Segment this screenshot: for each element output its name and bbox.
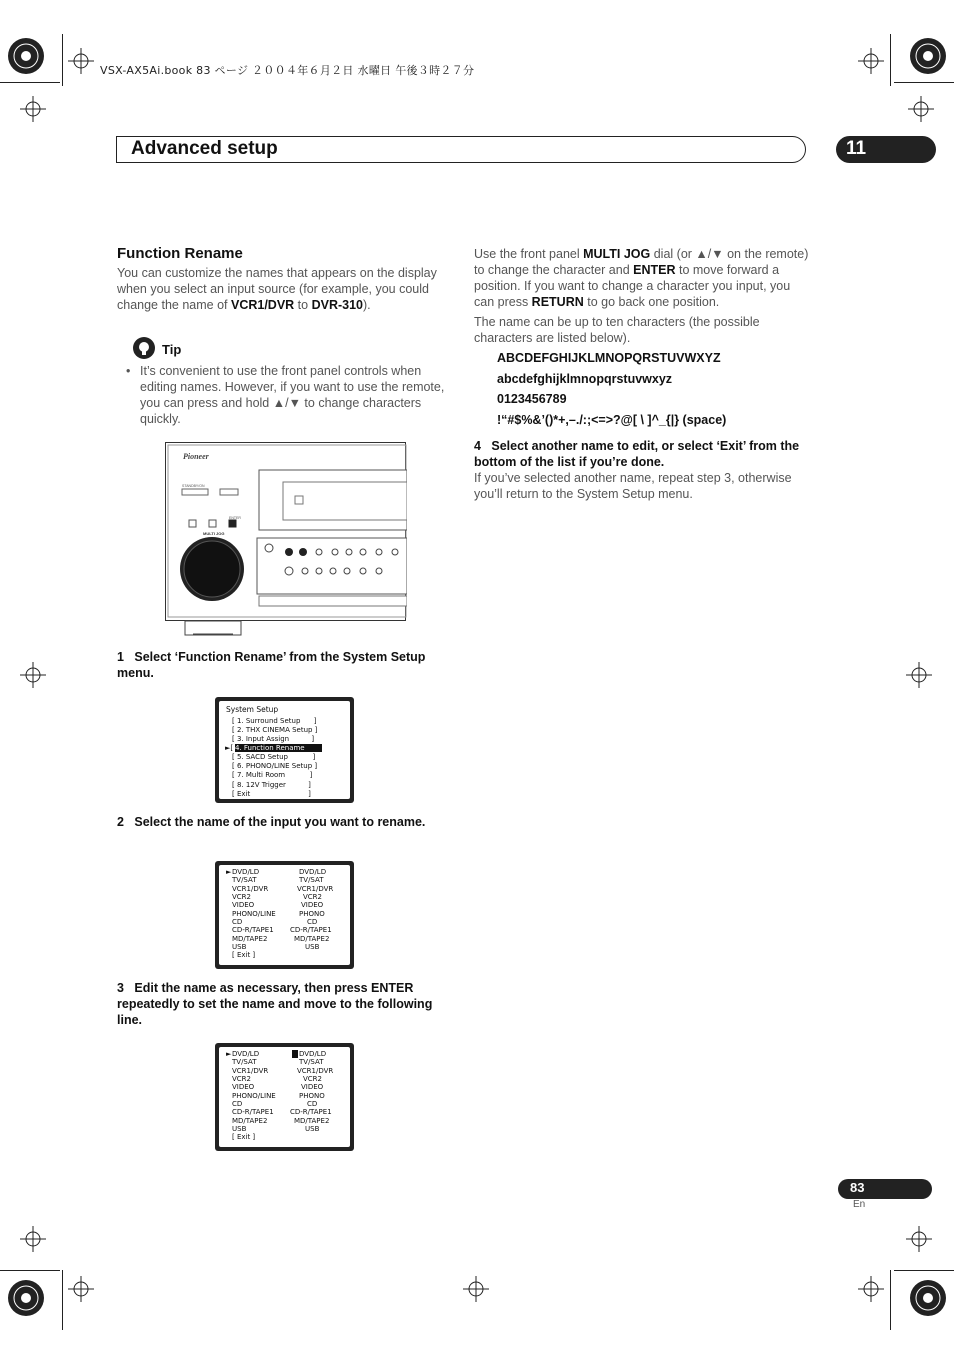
- crop-mark: [894, 1270, 954, 1271]
- language-label: En: [853, 1199, 866, 1210]
- registration-target-icon: [908, 1278, 948, 1318]
- step-number: 4: [474, 439, 481, 453]
- osd-exit[interactable]: [ Exit ]: [232, 951, 256, 959]
- section-title: Function Rename: [117, 245, 243, 262]
- step-4-note: If you’ve selected another name, repeat step 3, otherwise you’ll return to the System Setup menu.: [474, 471, 792, 501]
- intro-text: ).: [363, 298, 371, 312]
- crosshair-icon: [68, 1276, 94, 1302]
- crosshair-icon: [463, 1276, 489, 1302]
- osd-title: System Setup: [226, 705, 279, 714]
- char-set-symbols: !“#$%&’()*+,–./:;<=>?@[ \ ]^_{|} (space): [497, 413, 727, 427]
- registration-target-icon: [6, 36, 46, 76]
- osd-input-rename: CD: [307, 918, 318, 926]
- osd-pointer: ►[: [225, 744, 234, 752]
- body-text: Use the front panel: [474, 247, 584, 261]
- osd-pointer: ►: [226, 1050, 232, 1058]
- osd-input-rename: VIDEO: [301, 901, 324, 909]
- osd-input-rename: MD/TAPE2: [294, 935, 330, 943]
- step-text: Edit the name as necessary, then press ENTER repeatedly to set the name and move to the following line.: [117, 981, 433, 1027]
- registration-target-icon: [908, 36, 948, 76]
- step-1: [117, 649, 452, 681]
- osd-input-name[interactable]: DVD/LD: [232, 1050, 260, 1058]
- osd-input-rename: VCR1/DVR: [297, 885, 334, 893]
- tip-label: Tip: [162, 342, 182, 357]
- crop-mark: [890, 1270, 891, 1330]
- osd-input-name[interactable]: PHONO/LINE: [232, 1092, 276, 1100]
- osd-menu-item[interactable]: [ 7. Multi Room ]: [232, 771, 313, 779]
- body-text: dial (or ▲/▼ on the remote) to change the character and: [474, 247, 809, 277]
- body-text: to move forward a position. If you want to change a character you input, you can press: [474, 263, 791, 309]
- crosshair-icon: [20, 662, 46, 688]
- osd-input-name[interactable]: DVD/LD: [232, 868, 260, 876]
- osd-input-rename: USB: [305, 1125, 320, 1133]
- osd-rename-edit-screen: [215, 1043, 354, 1151]
- length-note: The name can be up to ten characters (the possible characters are listed below).: [474, 315, 760, 345]
- crosshair-icon: [906, 1226, 932, 1252]
- edit-cursor: [292, 1050, 298, 1058]
- osd-system-setup-screen: [215, 697, 354, 803]
- crop-mark: [62, 34, 63, 86]
- crosshair-icon: [68, 48, 94, 74]
- osd-input-rename: TV/SAT: [299, 1058, 324, 1066]
- step-text: Select ‘Function Rename’ from the System Setup menu.: [117, 650, 426, 680]
- body-strong: ENTER: [633, 263, 676, 277]
- osd-input-name[interactable]: CD-R/TAPE1: [232, 1108, 274, 1116]
- osd-menu-item[interactable]: [ 6. PHONO/LINE Setup ]: [232, 762, 318, 770]
- osd-exit[interactable]: [ Exit ]: [232, 1133, 256, 1141]
- multi-jog-label: MULTI JOG: [203, 531, 225, 536]
- osd-input-name[interactable]: PHONO/LINE: [232, 910, 276, 918]
- step-text: Select the name of the input you want to rename.: [134, 815, 426, 829]
- intro-paragraph: [117, 265, 452, 313]
- osd-input-rename: CD-R/TAPE1: [290, 926, 332, 934]
- crosshair-icon: [858, 1276, 884, 1302]
- char-set-lowercase: abcdefghijklmnopqrstuvwxyz: [497, 372, 673, 386]
- step-number: 1: [117, 650, 124, 664]
- tip-bullet: •: [126, 364, 131, 378]
- osd-input-rename: CD: [307, 1100, 318, 1108]
- osd-input-list-screen: [215, 861, 354, 969]
- chapter-number: 11: [846, 138, 867, 159]
- osd-input-name[interactable]: CD: [232, 1100, 243, 1108]
- osd-input-name[interactable]: VCR2: [232, 893, 251, 901]
- osd-input-rename: CD-R/TAPE1: [290, 1108, 332, 1116]
- print-header: VSX-AX5Ai.book 83 ページ ２００４年６月２日 水曜日 午後３時２７分: [100, 64, 475, 77]
- receiver-front-panel-illustration: [165, 442, 407, 638]
- char-set-digits: 0123456789: [497, 392, 567, 406]
- osd-menu-item-selected[interactable]: 4. Function Rename: [235, 744, 322, 752]
- osd-input-rename: VCR2: [303, 1075, 322, 1083]
- osd-input-name[interactable]: TV/SAT: [232, 1058, 257, 1066]
- osd-input-name[interactable]: VIDEO: [232, 901, 255, 909]
- page-number: 83: [850, 1180, 865, 1195]
- osd-menu-item[interactable]: [ 5. SACD Setup ]: [232, 753, 316, 761]
- osd-input-rename: DVD/LD: [299, 868, 327, 876]
- crosshair-icon: [20, 96, 46, 122]
- chapter-banner: [116, 136, 806, 163]
- osd-input-name[interactable]: VCR1/DVR: [232, 885, 269, 893]
- step-2: [117, 814, 452, 830]
- osd-input-name[interactable]: CD-R/TAPE1: [232, 926, 274, 934]
- lightbulb-icon: [132, 336, 156, 360]
- osd-menu-item[interactable]: [ Exit ]: [232, 790, 311, 798]
- intro-text: You can customize the names that appears on the display when you select an input source (for example, you could change the name of: [117, 266, 437, 312]
- osd-input-rename: VCR1/DVR: [297, 1067, 334, 1075]
- step-text: Select another name to edit, or select ‘Exit’ from the bottom of the list if you’re done.: [474, 439, 800, 469]
- osd-menu-item[interactable]: [ 8. 12V Trigger ]: [232, 781, 311, 789]
- crop-mark: [890, 34, 891, 86]
- osd-input-name[interactable]: MD/TAPE2: [232, 1117, 268, 1125]
- step-number: 2: [117, 815, 124, 829]
- page-title: Advanced setup: [131, 138, 278, 159]
- osd-input-name[interactable]: VCR2: [232, 1075, 251, 1083]
- osd-input-name[interactable]: TV/SAT: [232, 876, 257, 884]
- osd-input-name[interactable]: USB: [232, 1125, 247, 1133]
- osd-input-rename: PHONO: [299, 910, 325, 918]
- brand-logo: Pioneer: [183, 452, 209, 461]
- crosshair-icon: [858, 48, 884, 74]
- osd-input-name[interactable]: MD/TAPE2: [232, 935, 268, 943]
- char-set-uppercase: ABCDEFGHIJKLMNOPQRSTUVWXYZ: [497, 351, 721, 365]
- osd-input-rename: VCR2: [303, 893, 322, 901]
- osd-input-rename: USB: [305, 943, 320, 951]
- osd-input-rename[interactable]: DVD/LD: [299, 1050, 327, 1058]
- intro-strong: DVR-310: [311, 298, 363, 312]
- body-strong: RETURN: [531, 295, 584, 309]
- instructions-paragraph: [474, 246, 809, 310]
- step-3: [117, 980, 452, 1028]
- standby-label: STANDBY/ON: [182, 484, 205, 488]
- step-number: 3: [117, 981, 124, 995]
- osd-input-rename: PHONO: [299, 1092, 325, 1100]
- step-4: [474, 438, 814, 470]
- osd-input-rename: MD/TAPE2: [294, 1117, 330, 1125]
- crop-mark: [894, 82, 954, 83]
- osd-input-rename: VIDEO: [301, 1083, 324, 1091]
- intro-text: to: [294, 298, 312, 312]
- crop-mark: [62, 1270, 63, 1330]
- crosshair-icon: [20, 1226, 46, 1252]
- osd-menu-item[interactable]: [ 2. THX CINEMA Setup ]: [232, 726, 318, 734]
- registration-target-icon: [6, 1278, 46, 1318]
- enter-label: ENTER: [229, 516, 241, 520]
- osd-input-name[interactable]: VIDEO: [232, 1083, 255, 1091]
- body-text: to go back one position.: [583, 295, 720, 309]
- osd-input-name[interactable]: VCR1/DVR: [232, 1067, 269, 1075]
- crop-mark: [0, 82, 60, 83]
- crop-mark: [0, 1270, 60, 1271]
- chapter-tab: [836, 136, 936, 163]
- osd-menu-item[interactable]: [ 1. Surround Setup ]: [232, 717, 317, 725]
- osd-input-name[interactable]: CD: [232, 918, 243, 926]
- osd-input-name[interactable]: USB: [232, 943, 247, 951]
- osd-pointer: ►: [226, 868, 232, 876]
- crosshair-icon: [908, 96, 934, 122]
- osd-input-rename: TV/SAT: [299, 876, 324, 884]
- tip-text: It’s convenient to use the front panel controls when editing names. However, if you want to use the remote, you can press and hold ▲/▼ to change characters quickly.: [140, 364, 445, 426]
- intro-strong: VCR1/DVR: [230, 298, 295, 312]
- osd-menu-item[interactable]: [ 3. Input Assign ]: [232, 735, 315, 743]
- body-strong: MULTI JOG: [583, 247, 651, 261]
- page-number-tab: [838, 1179, 932, 1199]
- crosshair-icon: [906, 662, 932, 688]
